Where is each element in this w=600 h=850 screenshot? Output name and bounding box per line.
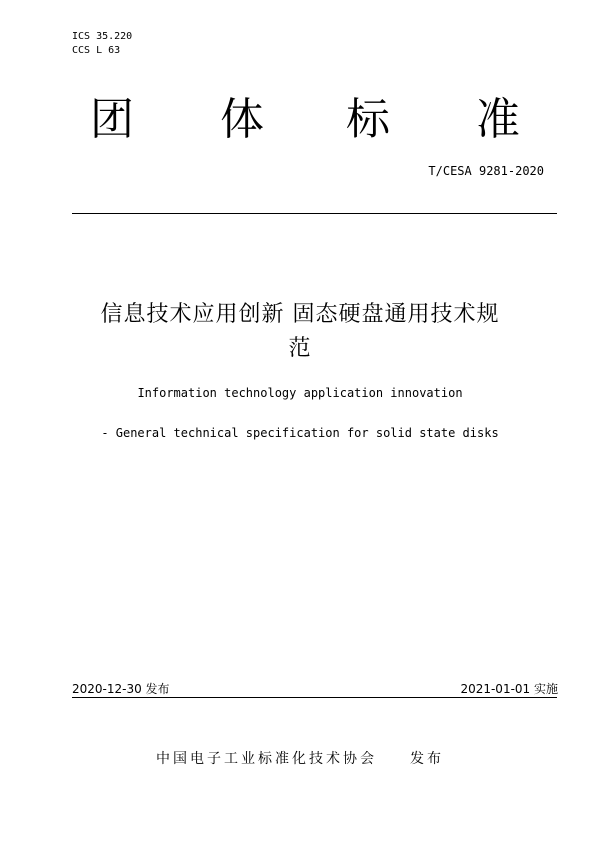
chinese-title-line1: 信息技术应用创新 固态硬盘通用技术规 bbox=[100, 302, 500, 327]
classification-codes bbox=[72, 30, 132, 58]
issuer-name: 中国电子工业标准化技术协会 bbox=[156, 751, 378, 767]
standard-type-char: 团 bbox=[90, 94, 134, 145]
chinese-title bbox=[60, 298, 540, 366]
standard-type-heading bbox=[0, 90, 600, 150]
english-title-line2: - General technical specification for solid state disks bbox=[101, 426, 499, 440]
chinese-title-line2: 范 bbox=[288, 336, 312, 361]
ccs-code: CCS L 63 bbox=[72, 45, 121, 56]
ics-code: ICS 35.220 bbox=[72, 31, 133, 42]
standard-type-char: 准 bbox=[476, 94, 520, 145]
standard-type-char: 标 bbox=[346, 94, 390, 145]
issuer-action: 发布 bbox=[409, 751, 444, 767]
implement-date: 2021-01-01 实施 bbox=[460, 682, 558, 696]
standard-type-char: 体 bbox=[220, 94, 264, 145]
standard-number: T/CESA 9281-2020 bbox=[428, 164, 544, 178]
issuer-line bbox=[0, 748, 600, 768]
bottom-divider bbox=[72, 697, 557, 698]
top-divider bbox=[72, 213, 557, 214]
publish-date: 2020-12-30 发布 bbox=[72, 682, 170, 696]
english-title-line1: Information technology application innovation bbox=[137, 386, 463, 400]
